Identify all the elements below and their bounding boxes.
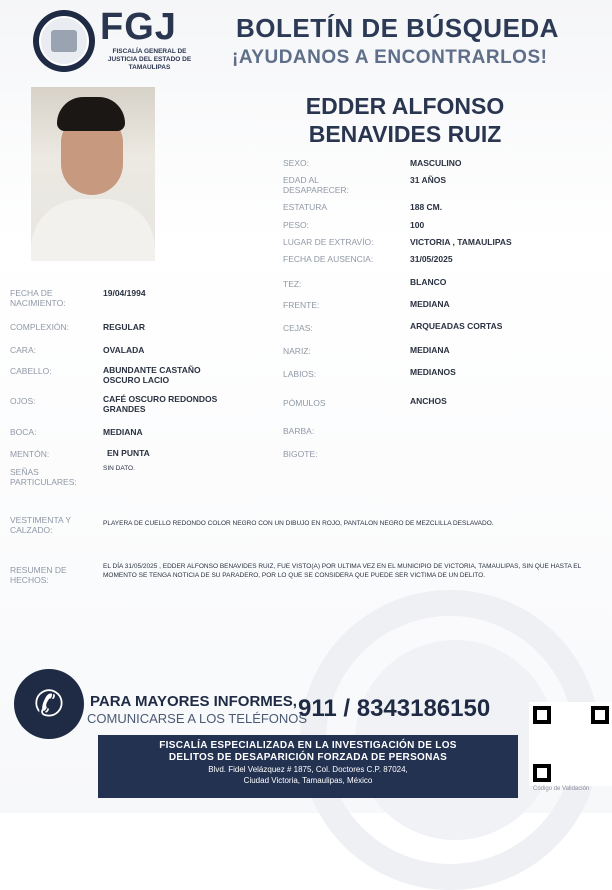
label-bigote: BIGOTE: (283, 449, 318, 459)
label-cabello: CABELLO: (10, 366, 52, 376)
value-cara: OVALADA (103, 345, 145, 355)
footer-line-2: DELITOS DE DESAPARICIÓN FORZADA DE PERSONAS (168, 752, 448, 763)
value-peso: 100 (410, 220, 425, 230)
value-cejas: ARQUEADAS CORTAS (410, 321, 503, 331)
value-edad: 31 AÑOS (410, 175, 447, 185)
label-complexion: COMPLEXIÓN: (10, 322, 70, 332)
label-peso: PESO: (283, 220, 309, 230)
value-tez: BLANCO (410, 277, 447, 287)
value-nariz: MEDIANA (410, 345, 450, 355)
label-fecha-ausencia: FECHA DE AUSENCIA: (283, 254, 374, 264)
label-tez: TEZ: (283, 279, 302, 289)
value-frente: MEDIANA (410, 299, 450, 309)
bulletin-subtitle: ¡AYUDANOS A ENCONTRARLOS! (232, 47, 548, 68)
qr-caption: Código de Validación (533, 786, 590, 792)
value-sexo: MASCULINO (410, 158, 462, 168)
label-senas: SEÑAS PARTICULARES: (10, 467, 77, 487)
logo-text: FGJ (100, 6, 177, 48)
label-fecha-nacimiento: FECHA DE NACIMIENTO: (10, 288, 66, 308)
value-fecha-ausencia: 31/05/2025 (410, 254, 453, 264)
phone-number[interactable]: 911 / 8343186150 (298, 695, 491, 722)
label-ojos: OJOS: (10, 396, 36, 406)
value-lugar: VICTORIA , TAMAULIPAS (410, 237, 512, 247)
footer-address: Blvd. Fidel Velázquez # 1875, Col. Doctores C.P. 87024, (208, 765, 408, 774)
qr-code[interactable] (529, 702, 612, 786)
footer-line-1: FISCALÍA ESPECIALIZADA EN LA INVESTIGACIÓN DE LOS (159, 740, 457, 751)
name-line-2: BENAVIDES RUIZ (308, 121, 502, 147)
label-nariz: NARIZ: (283, 346, 311, 356)
footer-city: Ciudad Victoria, Tamaulipas, México (243, 776, 373, 785)
missing-person-photo (31, 87, 155, 261)
footer-banner (98, 735, 518, 798)
label-cara: CARA: (10, 345, 36, 355)
contact-line-1: PARA MAYORES INFORMES, (90, 693, 297, 710)
value-ojos: CAFÉ OSCURO REDONDOS GRANDES (103, 394, 218, 414)
value-pomulos: ANCHOS (410, 396, 447, 406)
name-line-1: EDDER ALFONSO (305, 93, 505, 119)
value-vestimenta: PLAYERA DE CUELLO REDONDO COLOR NEGRO CON UN DIBUJO EN ROJO, PANTALON NEGRO DE MEZCLILLA DESLAVADO. (103, 520, 494, 527)
value-menton: EN PUNTA (107, 448, 150, 458)
logo-subtitle: FISCALÍA GENERAL DE JUSTICIA DEL ESTADO DE TAMAULIPAS (107, 48, 192, 71)
contact-line-2: COMUNICARSE A LOS TELÉFONOS (87, 711, 308, 726)
label-resumen: RESUMEN DE HECHOS: (10, 565, 67, 585)
label-edad: EDAD AL DESAPARECER: (283, 175, 349, 195)
label-boca: BOCA: (10, 427, 37, 437)
bulletin-title: BOLETÍN DE BÚSQUEDA (236, 13, 559, 43)
value-complexion: REGULAR (103, 322, 146, 332)
label-labios: LABIOS: (283, 369, 317, 379)
label-pomulos: PÓMULOS (283, 398, 326, 408)
label-estatura: ESTATURA (283, 202, 328, 212)
label-frente: FRENTE: (283, 300, 320, 310)
value-fecha-nacimiento: 19/04/1994 (103, 288, 146, 298)
value-boca: MEDIANA (103, 427, 143, 437)
label-sexo: SEXO: (283, 158, 309, 168)
label-menton: MENTÓN: (10, 449, 50, 459)
value-estatura: 188 CM. (410, 202, 443, 212)
person-name (240, 92, 570, 148)
value-labios: MEDIANOS (410, 367, 456, 377)
value-resumen: EL DÍA 31/05/2025 , EDDER ALFONSO BENAVIDES RUIZ, FUE VISTO(A) POR ULTIMA VEZ EN EL MUNICIPIO DE VICTORIA, TAMAULIPAS, SIN QUE HASTA EL MOMENTO SE TENGA NOTICIA DE SU PARADERO, POR LO QUE SE CONSIDERA QUE PUEDE SER VICTIMA DE UN DELITO. (103, 563, 581, 579)
label-lugar: LUGAR DE EXTRAVÍO: (283, 237, 374, 247)
value-cabello: ABUNDANTE CASTAÑO OSCURO LACIO (103, 365, 201, 385)
label-vestimenta: VESTIMENTA Y CALZADO: (10, 515, 71, 535)
fgj-seal-logo (33, 10, 95, 72)
label-cejas: CEJAS: (283, 323, 313, 333)
phone-icon: ✆ (14, 669, 84, 739)
label-barba: BARBA: (283, 426, 315, 436)
value-senas: SIN DATO. (103, 465, 135, 472)
